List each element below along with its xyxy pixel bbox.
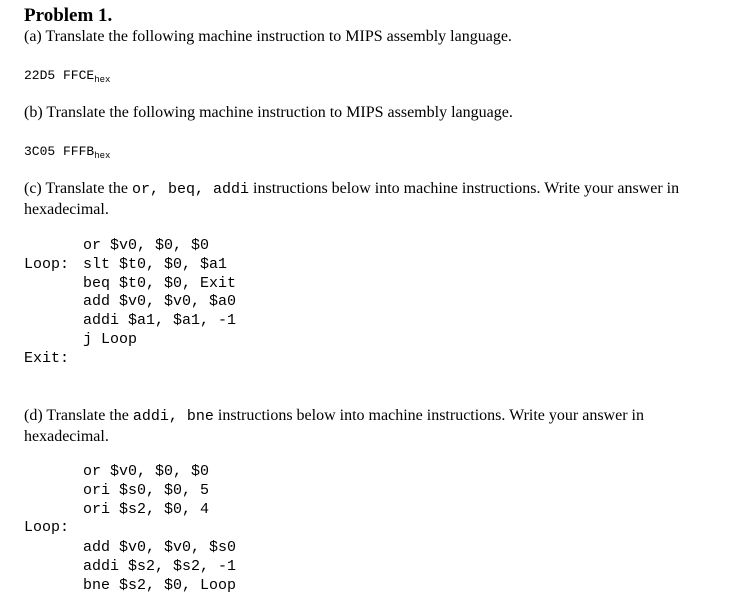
part-d-q-suffix: instructions below into machine instructions. Write your answer in hexadecimal. [24,407,644,445]
page-title: Problem 1. [24,5,113,26]
part-a-hex-value: 22D5 FFCE [24,68,95,83]
part-d-q-prefix: (d) Translate the [24,407,133,424]
part-c-label-loop: Loop: [24,256,70,273]
part-d-code-line: bne $s2, $0, Loop [83,577,237,594]
part-b-hex-value: 3C05 FFFB [24,144,95,159]
part-c-q-suffix: instructions below into machine instructions. Write your answer in hexadecimal. [24,180,680,218]
part-a-question: (a) Translate the following machine instruction to MIPS assembly language. [24,28,512,45]
part-d-code-line: ori $s0, $0, 5 [83,482,210,499]
part-d-label-loop: Loop: [24,519,70,536]
part-c-code-line: beq $t0, $0, Exit [83,275,237,292]
part-d-code-line: add $v0, $v0, $s0 [83,539,237,556]
part-c-question [24,179,724,220]
part-c-code-line: addi $a1, $a1, -1 [83,312,237,329]
part-c-code-line: j Loop [83,331,138,348]
part-d-code-line: addi $s2, $s2, -1 [83,558,237,575]
part-d-code-line: ori $s2, $0, 4 [83,501,210,518]
part-a-hex [24,68,110,85]
part-c-label-exit: Exit: [24,350,70,367]
part-b-hex [24,144,110,161]
part-a-hex-subscript: hex [94,75,111,85]
part-d-code-line: or $v0, $0, $0 [83,463,210,480]
part-c-code-line: add $v0, $v0, $a0 [83,293,237,310]
part-b-question: (b) Translate the following machine instruction to MIPS assembly language. [24,104,513,121]
part-d-q-code: addi, bne [132,408,214,425]
part-c-q-code: or, beq, addi [131,181,250,198]
part-c-code-line: or $v0, $0, $0 [83,237,210,254]
part-c-code-line: slt $t0, $0, $a1 [83,256,228,273]
part-d-question [24,406,724,447]
part-c-q-prefix: (c) Translate the [24,180,132,197]
part-b-hex-subscript: hex [94,151,111,161]
